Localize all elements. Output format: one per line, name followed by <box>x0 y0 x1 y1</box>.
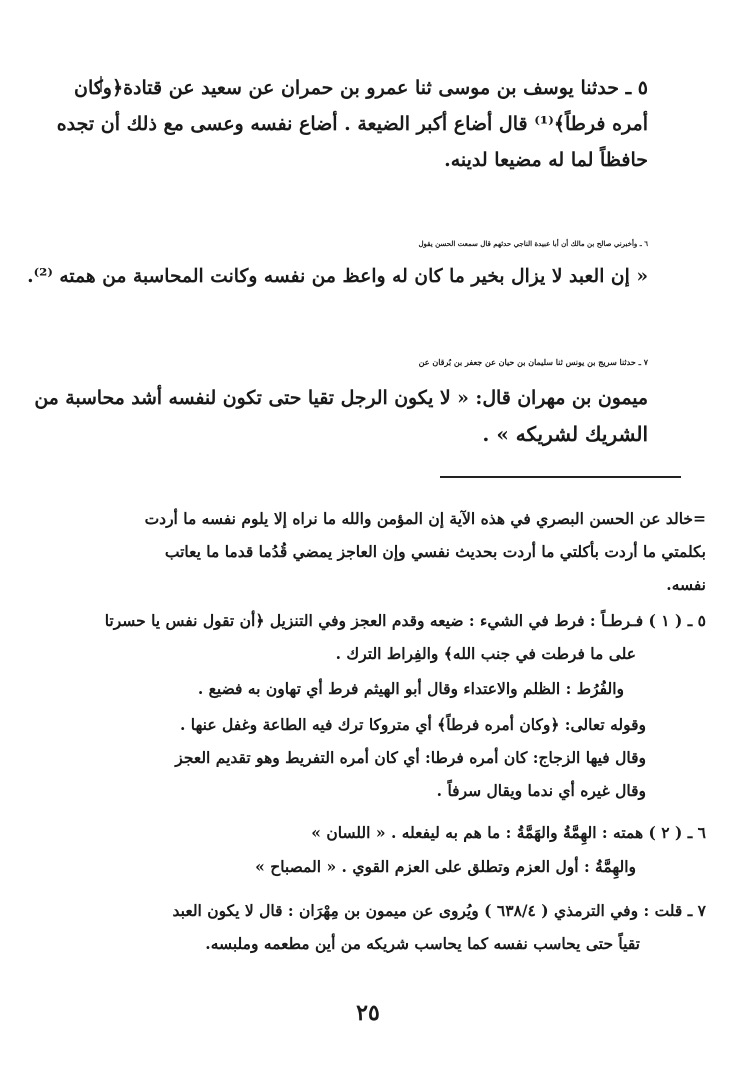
text-line: وقال غيره أي ندما ويقال سرفاً . <box>436 781 646 800</box>
footnote-2 <box>311 816 706 849</box>
footnote-2-cont <box>255 850 636 883</box>
footnote-continuation <box>145 502 706 601</box>
footnote-separator <box>440 476 681 478</box>
text-line: تقياً حتى يحاسب نفسه كما يحاسب شريكه من أين مطعمه وملبسه. <box>205 934 640 953</box>
text-line: والفُرُط : الظلم والاعتداء وقال أبو الهيثم فرط أي تهاون به فضيع . <box>197 679 624 698</box>
footnote-3 <box>173 894 706 960</box>
footnote-1-cont <box>198 672 624 705</box>
text-line: نفسه. <box>666 575 706 594</box>
footnote-1 <box>105 604 706 670</box>
text-line: ميمون بن مهران قال: « لا يكون الرجل تقيا حتى تكون لنفسه أشد محاسبة من <box>34 387 648 409</box>
text-line: ٧ ـ قلت : وفي الترمذي ( ٦٣٨/٤ ) ويُروى عن ميمون بن مِهْرَان : قال لا يكون العبد <box>172 901 706 920</box>
footnote-1-verse <box>175 708 646 807</box>
text-line: « إن العبد لا يزال بخير ما كان له واعظ من نفسه وكانت المحاسبة من همته ⁽²⁾. <box>27 265 648 287</box>
text-line: ٦ ـ ( ٢ ) همته : الهِمَّةُ والهَمَّةُ : ما هم به ليفعله . « اللسان » <box>311 823 706 842</box>
text-line: بكلمتي ما أردت بأكلتي ما أردت بحديث نفسي وإن العاجز يمضي قُدُما قدما ما يعاتب <box>164 542 706 561</box>
text-line: ٧ ـ حدثنا سريج بن يونس ثنا سليمان بن حيان عن جعفر بن بُرقان عن <box>418 357 648 367</box>
paragraph-7 <box>34 344 648 452</box>
text-line: الشريك لشريكه » . <box>482 422 648 446</box>
text-line: على ما فرطت في جنب الله﴾ والفِراط الترك . <box>335 644 636 663</box>
text-line: =خالد عن الحسن البصري في هذه الآية إن المؤمن والله ما نراه إلا يلوم نفسه ما أردت <box>144 509 706 528</box>
text-line: وقال فيها الزجاج: كان أمره فرطا: أي كان أمره التفريط وهو تقديم العجز <box>175 748 646 767</box>
text-line: ٥ ـ حدثنا يوسف بن موسى ثنا عمرو بن حمران عن سعيد عن قتادة﴿وكان <box>74 77 648 99</box>
paragraph-5 <box>57 70 648 178</box>
page-number: ٢٥ <box>356 1000 380 1026</box>
text-line: ٦ ـ وأخبرني صالح بن مالك أن أبا عبيدة الناجي حدثهم قال سمعت الحسن يقول <box>418 239 648 248</box>
text-line: أمره فرطاً﴾⁽¹⁾ قال أضاع أكبر الضيعة . أضاع نفسه وعسى مع ذلك أن تجده <box>56 113 648 135</box>
text-line: وقوله تعالى: ﴿وكان أمره فرطاً﴾ أي متروكا ترك فيه الطاعة وغفل عنها . <box>180 715 646 734</box>
text-line: حافظاً لما له مضيعا لدينه. <box>444 149 648 171</box>
text-line: ٥ ـ ( ١ ) فـرطـاً : فرط في الشيء : ضيعه وقدم العجز وفي التنزيل ﴿أن تقول نفس يا حسرتا <box>104 611 706 630</box>
paragraph-6 <box>27 228 648 292</box>
text-line: والهِمَّةُ : أول العزم وتطلق على العزم القوي . « المصباح » <box>255 857 636 876</box>
